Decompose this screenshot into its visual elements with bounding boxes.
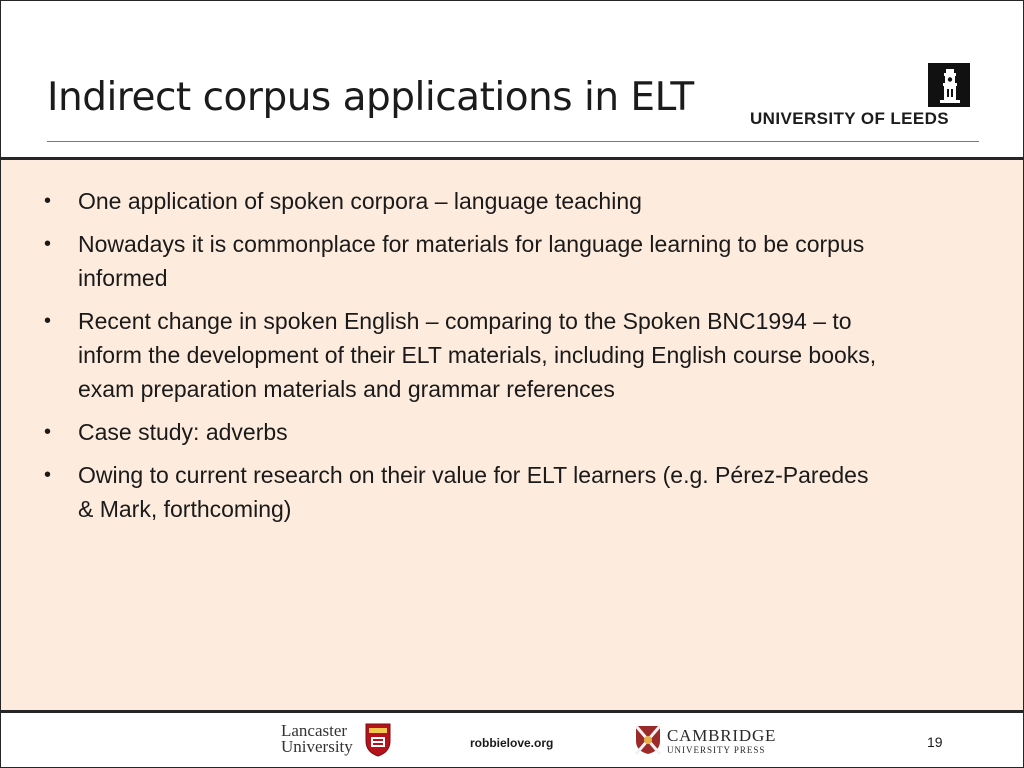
page-number: 19: [927, 734, 943, 750]
cambridge-logo-line1: CAMBRIDGE: [667, 726, 777, 745]
content-area: [1, 160, 1023, 710]
bullet-text: Recent change in spoken English – comparing to the Spoken BNC1994 – to inform the development of their ELT materials, including English course books, exam preparation materials and grammar references: [78, 308, 877, 402]
cambridge-shield-icon: [635, 725, 661, 755]
slide-title: Indirect corpus applications in ELT: [47, 75, 694, 120]
lancaster-line2: University: [281, 737, 353, 756]
bullet-item: [41, 227, 881, 295]
university-of-leeds-logo: [750, 63, 972, 131]
lancaster-logo-text: [281, 723, 353, 755]
slide-header: [1, 1, 1023, 157]
site-url: robbielove.org: [470, 736, 554, 750]
bullet-dot: •: [44, 310, 52, 332]
leeds-tower-icon: [928, 63, 970, 107]
slide-footer: [1, 713, 1023, 767]
lancaster-line1: Lancaster: [281, 721, 348, 740]
lancaster-shield-icon: [365, 723, 391, 757]
bullet-item: [41, 304, 881, 406]
bullet-item: [41, 184, 881, 218]
bullet-dot: •: [44, 190, 52, 212]
bullet-text: Owing to current research on their value for ELT learners (e.g. Pérez-Paredes & Mark, forthcoming): [78, 462, 869, 522]
bullet-item: [41, 458, 881, 526]
bullet-text: One application of spoken corpora – language teaching: [78, 188, 642, 214]
bullet-list: [41, 184, 881, 535]
cambridge-university-press-logo: [635, 725, 785, 759]
bullet-text: Case study: adverbs: [78, 419, 288, 445]
bullet-text: Nowadays it is commonplace for materials for language learning to be corpus informed: [78, 231, 865, 291]
cambridge-logo-line2: UNIVERSITY PRESS: [667, 745, 766, 755]
lancaster-university-logo: [281, 723, 393, 761]
bullet-dot: •: [44, 421, 52, 443]
bullet-item: [41, 415, 881, 449]
bullet-dot: •: [44, 233, 52, 255]
bullet-dot: •: [44, 464, 52, 486]
leeds-logo-text: UNIVERSITY OF LEEDS: [750, 109, 950, 128]
title-divider: [47, 141, 979, 142]
